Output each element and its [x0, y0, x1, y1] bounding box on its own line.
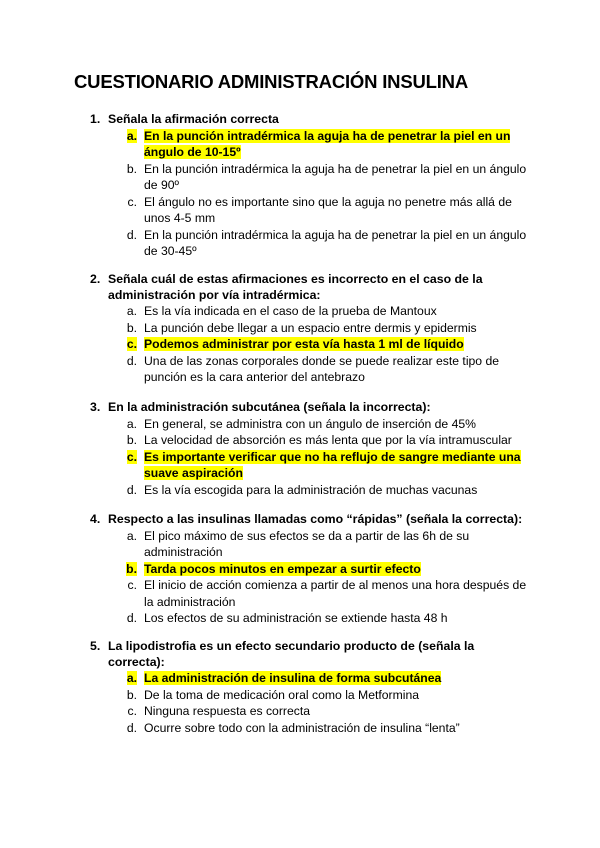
question-header: [0, 512, 600, 528]
option-text: El ángulo no es importante sino que la aguja no penetre más allá de unos 4-5 mm: [144, 194, 512, 225]
option: [0, 353, 600, 386]
option: [0, 703, 600, 720]
option-text: En la punción intradérmica la aguja ha de penetrar la piel en un ángulo de 90º: [144, 161, 527, 192]
option-text: Ocurre sobre todo con la administración de insulina “lenta”: [144, 720, 460, 735]
option-text: En la punción intradérmica la aguja ha de penetrar la piel en un ángulo de 10-15º: [144, 128, 511, 159]
option-letter: b.: [126, 161, 137, 176]
page-title: CUESTIONARIO ADMINISTRACIÓN INSULINA: [74, 71, 468, 92]
option-correct: [0, 670, 600, 687]
option: [0, 227, 600, 260]
option-text: El inicio de acción comienza a partir de al menos una hora después de la administración: [144, 578, 527, 609]
question-5: [0, 639, 600, 736]
question-header: [0, 400, 600, 416]
question-4: [0, 512, 600, 627]
option-letter: d.: [126, 353, 137, 368]
option-text: Podemos administrar por esta vía hasta 1 ml de líquido: [144, 337, 464, 351]
option: [0, 320, 600, 337]
option-text: Tarda pocos minutos en empezar a surtir efecto: [144, 561, 421, 576]
option-correct: [0, 128, 600, 161]
option-text: En general, se administra con un ángulo de inserción de 45%: [144, 416, 476, 431]
question-text: La lipodistrofia es un efecto secundario producto de (señala la correcta):: [108, 639, 475, 669]
option: [0, 482, 600, 499]
option-text: La velocidad de absorción es más lenta que por la vía intramuscular: [144, 433, 512, 447]
question-number: 3.: [90, 400, 101, 414]
option-text: El pico máximo de sus efectos se da a partir de las 6h de su administración: [144, 528, 470, 559]
option-text: Ninguna respuesta es correcta: [144, 704, 310, 718]
option-text: Los efectos de su administración se extiende hasta 48 h: [144, 611, 448, 625]
option-letter: c.: [127, 578, 137, 592]
question-text: En la administración subcutánea (señala la incorrecta):: [108, 400, 431, 414]
question-number: 2.: [90, 272, 101, 286]
question-header: [0, 639, 600, 670]
option: [0, 720, 600, 737]
option-correct: [0, 449, 600, 482]
option-letter: b.: [126, 687, 137, 702]
option: [0, 416, 600, 433]
question-number: 5.: [90, 639, 101, 653]
option-letter: b.: [126, 433, 137, 447]
option-letter: d.: [126, 720, 137, 735]
question-number: 1.: [90, 112, 101, 126]
option-letter: a.: [126, 671, 137, 685]
option-letter: b.: [126, 320, 137, 335]
option-text: Es importante verificar que no ha reflujo de sangre mediante una suave aspiración: [144, 449, 521, 480]
option-text: Una de las zonas corporales donde se puede realizar este tipo de punción es la cara anterior del antebrazo: [144, 353, 500, 384]
option-letter: c.: [127, 194, 137, 209]
option: [0, 687, 600, 704]
question-2: [0, 272, 600, 386]
option-correct: [0, 561, 600, 578]
question-header: [0, 112, 600, 128]
option-letter: c.: [126, 449, 137, 464]
option-correct: [0, 336, 600, 353]
question-number: 4.: [90, 512, 101, 526]
option-letter: b.: [126, 561, 137, 576]
option-letter: d.: [126, 227, 137, 242]
option-letter: a.: [126, 304, 137, 318]
option-letter: a.: [126, 128, 137, 143]
option: [0, 577, 600, 610]
option-text: La punción debe llegar a un espacio entre dermis y epidermis: [144, 320, 477, 335]
option-letter: c.: [127, 704, 137, 718]
option: [0, 432, 600, 449]
option: [0, 194, 600, 227]
option-text: En la punción intradérmica la aguja ha de penetrar la piel en un ángulo de 30-45º: [144, 227, 527, 258]
option-text: Es la vía escogida para la administración de muchas vacunas: [144, 482, 478, 497]
option: [0, 303, 600, 320]
question-text: Respecto a las insulinas llamadas como “rápidas” (señala la correcta):: [108, 512, 523, 526]
option: [0, 528, 600, 561]
question-3: [0, 400, 600, 498]
question-text: Señala la afirmación correcta: [108, 112, 279, 126]
option: [0, 610, 600, 627]
option-letter: c.: [126, 337, 137, 351]
option-letter: a.: [126, 416, 137, 431]
option-text: Es la vía indicada en el caso de la prueba de Mantoux: [144, 304, 437, 318]
option-text: La administración de insulina de forma subcutánea: [144, 671, 442, 685]
option-letter: a.: [126, 528, 137, 543]
option-text: De la toma de medicación oral como la Metformina: [144, 687, 420, 702]
question-1: [0, 112, 600, 260]
option-letter: d.: [126, 611, 137, 625]
question-text: Señala cuál de estas afirmaciones es incorrecto en el caso de la administración por vía intradérmica:: [108, 272, 483, 302]
option-letter: d.: [126, 482, 137, 497]
option: [0, 161, 600, 194]
question-header: [0, 272, 600, 303]
